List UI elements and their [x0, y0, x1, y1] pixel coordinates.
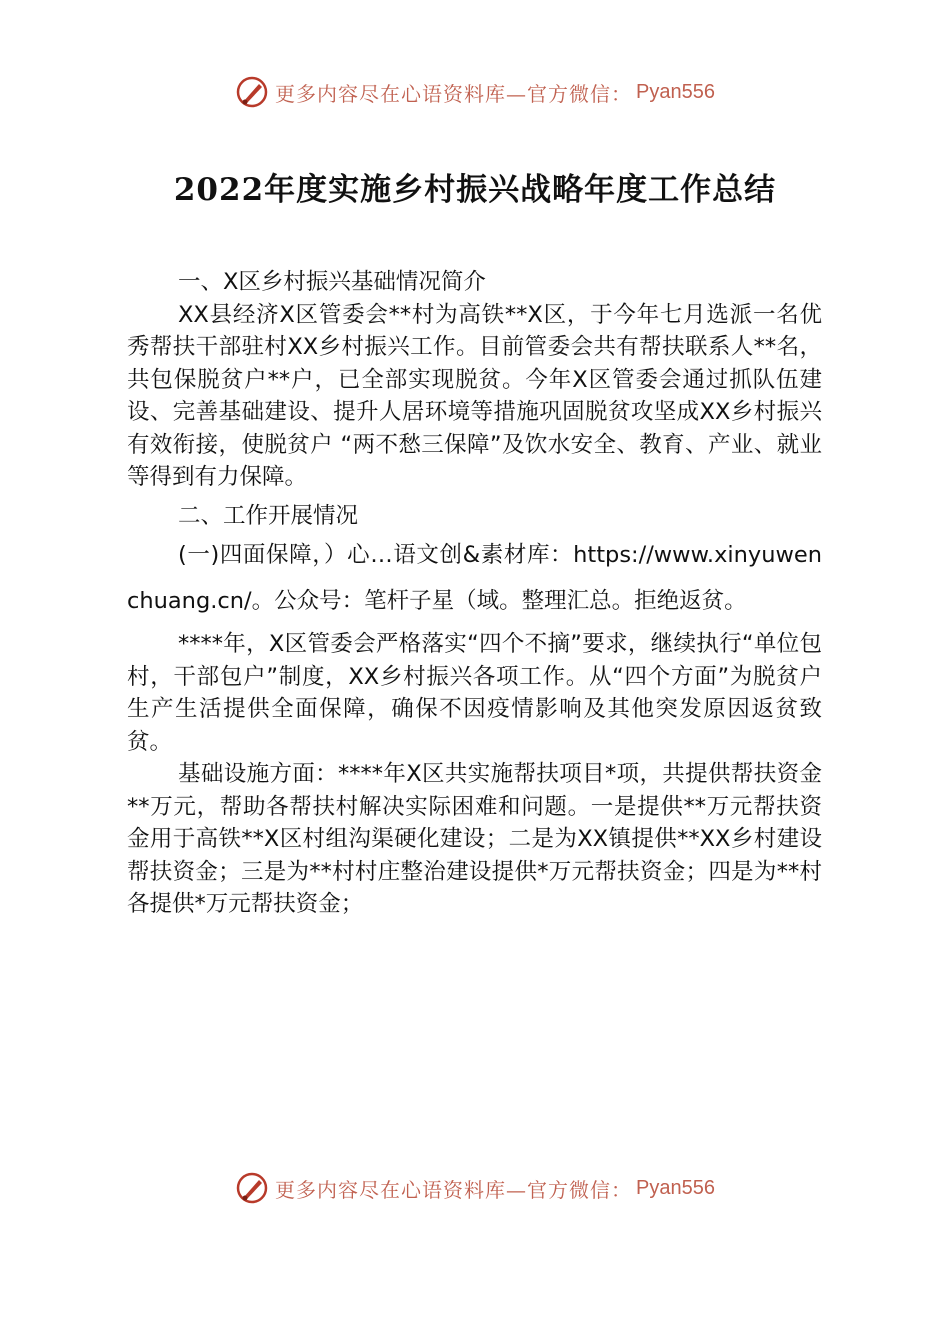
pen-logo-icon: [235, 1171, 269, 1205]
watermark-text: 更多内容尽在心语资料库—官方微信：: [275, 81, 633, 106]
document-body: [127, 266, 822, 921]
section2-heading: 二、工作开展情况: [178, 502, 359, 529]
watermark-wechat: Pyan556: [636, 80, 715, 103]
paragraph-infrastructure: 基础设施方面：****年X区共实施帮扶项目*项，共提供帮扶资金**万元，帮助各帮扶村解决实际困难和问题。一是提供**万元帮扶资金用于高铁**X区村组沟渠硬化建设；二是为XX镇提供**XX乡村建设帮扶资金；三是为**村村庄整治建设提供*万元帮扶资金；四是为**村各提供*万元帮扶资金；: [127, 761, 822, 917]
footer-watermark: [0, 1168, 950, 1208]
watermark-wechat: Pyan556: [636, 1176, 715, 1199]
section1-paragraph: XX县经济X区管委会**村为高铁**X区，于今年七月选派一名优秀帮扶干部驻村XX乡村振兴工作。目前管委会共有帮扶联系人**名，共包保脱贫户**户，已全部实现脱贫。今年X区管委会通过抓队伍建设、完善基础建设、提升人居环境等措施巩固脱贫攻坚成XX乡村振兴有效衔接，使脱贫户 “两不愁三保障”及饮水安全、教育、产业、就业等得到有力保障。: [127, 301, 822, 490]
paragraph-four-nots: ****年，X区管委会严格落实“四个不摘”要求，继续执行“单位包村，干部包户”制度，XX乡村振兴各项工作。从“四个方面”为脱贫户生产生活提供全面保障，确保不因疫情影响及其他突发原因返贫致贫。: [127, 631, 822, 755]
subsection1-paragraph: (一)四面保障，）心…语文创&素材库：https://www.xinyuwenchuang.cn/。公众号：笔杆子星（域。整理汇总。拒绝返贫。: [127, 542, 822, 614]
watermark-text: 更多内容尽在心语资料库—官方微信：: [275, 1177, 633, 1202]
pen-logo-icon: [235, 75, 269, 109]
header-watermark: [0, 72, 950, 112]
page-title: 2022年度实施乡村振兴战略年度工作总结: [173, 172, 777, 208]
section1-heading: 一、X区乡村振兴基础情况简介: [178, 269, 486, 295]
